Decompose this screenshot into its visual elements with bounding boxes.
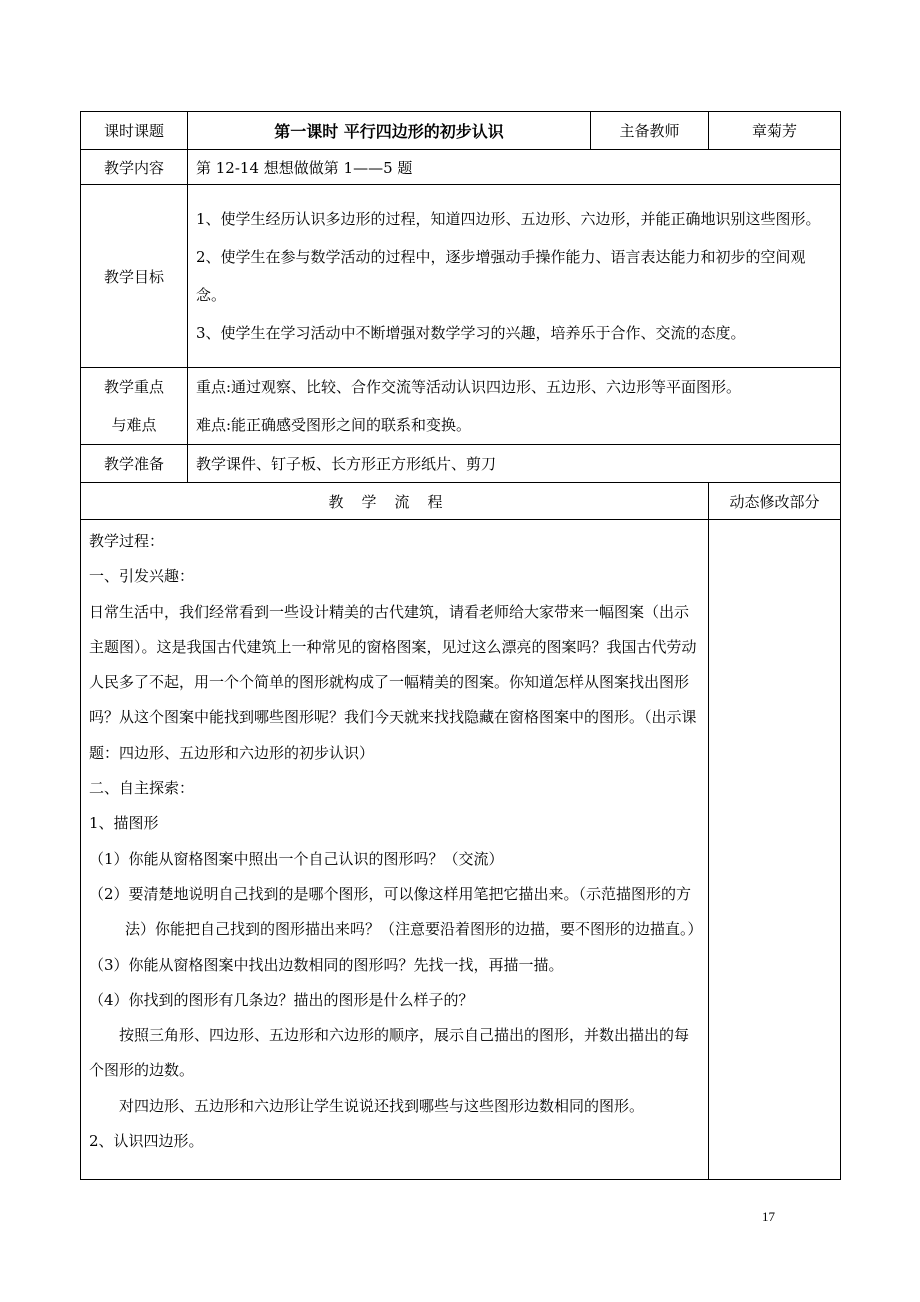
keypoints-content xyxy=(188,368,841,445)
process-line: （3）你能从窗格图案中找出边数相同的图形吗？先找一找，再描一描。 xyxy=(89,955,564,974)
content-value: 第 12-14 想想做做第 1——5 题 xyxy=(188,150,841,185)
teaching-process xyxy=(81,520,709,1180)
goal-item: 3、使学生在学习活动中不断增强对数学学习的兴趣，培养乐于合作、交流的态度。 xyxy=(196,324,746,342)
keypoints-row xyxy=(81,368,841,445)
keypoints-label xyxy=(81,368,188,445)
process-line: 对四边形、五边形和六边形让学生说说还找到哪些与这些图形边数相同的图形。 xyxy=(119,1096,645,1115)
topic-row xyxy=(81,112,841,150)
goals-label: 教学目标 xyxy=(81,185,188,368)
teacher-label: 主备教师 xyxy=(591,112,709,150)
preparation-label: 教学准备 xyxy=(81,445,188,483)
goal-item: 2、使学生在参与数学活动的过程中，逐步增强动手操作能力、语言表达能力和初步的空间观念。 xyxy=(196,248,806,304)
keypoints-label-line1: 教学重点 xyxy=(103,378,164,396)
process-line: （2）要清楚地说明自己找到的是哪个图形，可以像这样用笔把它描出来。（示范描图形的方法）你能把自己找到的图形描出来吗？（注意要沿着图形的边描，要不图形的边描直。） xyxy=(89,884,703,939)
process-line: 1、描图形 xyxy=(89,814,159,833)
goal-item: 1、使学生经历认识多边形的过程，知道四边形、五边形、六边形，并能正确地识别这些图形。 xyxy=(196,210,821,228)
page-number: 17 xyxy=(762,1209,775,1224)
keypoints-label-line2: 与难点 xyxy=(111,416,157,434)
process-line: 按照三角形、四边形、五边形和六边形的顺序，展示自己描出的图形，并数出描出的每个图形的边数。 xyxy=(89,1026,690,1080)
flow-header-row xyxy=(81,483,841,520)
process-line: （4）你找到的图形有几条边？描出的图形是什么样子的？ xyxy=(89,990,474,1009)
process-line: 二、自主探索： xyxy=(89,779,195,798)
focus-text: 重点:通过观察、比较、合作交流等活动认识四边形、五边形、六边形等平面图形。 xyxy=(196,378,742,396)
preparation-row xyxy=(81,445,841,483)
flow-body-row xyxy=(81,520,841,1180)
topic-label: 课时课题 xyxy=(81,112,188,150)
flow-header: 教学流程 xyxy=(81,483,709,520)
content-row xyxy=(81,150,841,185)
lesson-plan-table xyxy=(80,111,841,1180)
goals-list xyxy=(188,185,841,368)
content-label: 教学内容 xyxy=(81,150,188,185)
process-line: 教学过程： xyxy=(89,532,165,550)
process-line: 日常生活中，我们经常看到一些设计精美的古代建筑，请看老师给大家带来一幅图案（出示主题图）。这是我国古代建筑上一种常见的窗格图案，见过这么漂亮的图案吗？我国古代劳动人民多了不起，用一个个简单的图形就构成了一幅精美的图案。你知道怎样从图案找出图形吗？从这个图案中能找到哪些图形呢？我们今天就来找找隐藏在窗格图案中的图形。（出示课题：四边形、五边形和六边形的初步认识） xyxy=(89,602,697,762)
preparation-value: 教学课件、钉子板、长方形正方形纸片、剪刀 xyxy=(188,445,841,483)
teacher-value: 章菊芳 xyxy=(709,112,841,150)
difficulty-text: 难点:能正确感受图形之间的联系和变换。 xyxy=(196,416,472,434)
goals-row xyxy=(81,185,841,368)
process-line: 2、认识四边形。 xyxy=(89,1132,204,1151)
dynamic-edit-area xyxy=(709,520,841,1180)
process-line: 一、引发兴趣： xyxy=(89,567,195,586)
dynamic-edit-header: 动态修改部分 xyxy=(709,483,841,520)
process-line: （1）你能从窗格图案中照出一个自己认识的图形吗？（交流） xyxy=(89,849,504,868)
topic-value: 第一课时 平行四边形的初步认识 xyxy=(188,112,591,150)
